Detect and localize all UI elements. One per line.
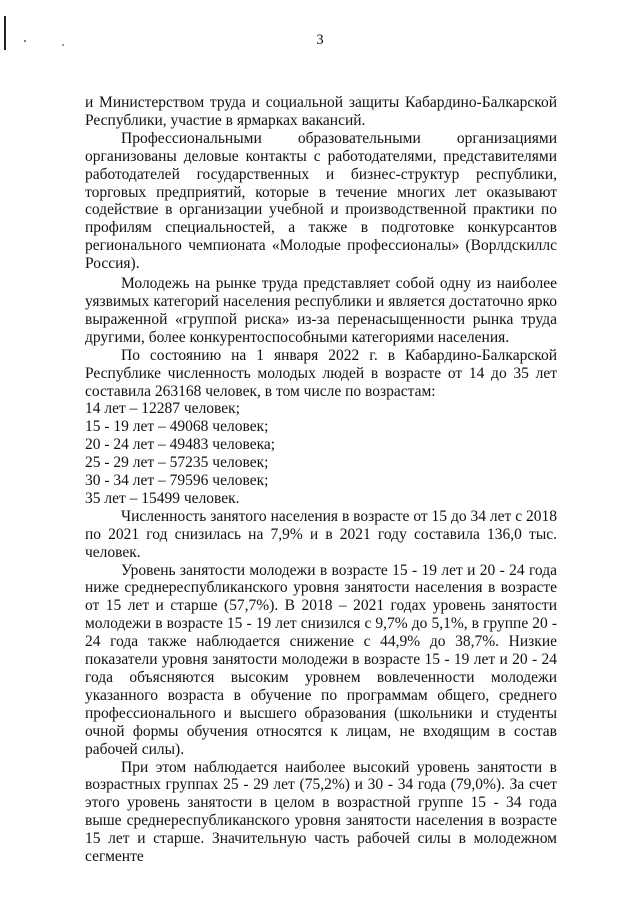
age-list-item: 25 - 29 лет – 57235 человек; — [85, 454, 269, 472]
age-list-item: 30 - 34 лет – 79596 человек; — [85, 472, 269, 490]
age-list-item: 15 - 19 лет – 49068 человек; — [85, 418, 269, 436]
paragraph: При этом наблюдается наиболее высокий уровень занятости в возрастных группах 25 - 29 лет (75,2%) и 30 - 34 года (79,0%). За счет этого уровень занятости в целом в возрастной группе 15 - 34 года выше среднереспубликанского уровня занятости населения в возрасте 15 лет и старше. Значительную часть рабочей силы в молодежном сегменте — [85, 758, 557, 866]
document-body — [85, 94, 557, 866]
age-list-item: 14 лет – 12287 человек; — [85, 400, 240, 418]
paragraph: и Министерством труда и социальной защиты Кабардино-Балкарской Республики, участие в ярмарках вакансий. — [85, 94, 557, 129]
age-list-item: 35 лет – 15499 человек. — [85, 489, 240, 507]
paragraph: Численность занятого населения в возрасте от 15 до 34 лет с 2018 по 2021 год снизилась на 7,9% и в 2021 году составила 136,0 тыс. человек. — [85, 507, 557, 561]
age-list-item: 20 - 24 лет – 49483 человека; — [85, 436, 276, 454]
paragraph: По состоянию на 1 января 2022 г. в Кабардино-Балкарской Республике численность молодых людей в возрасте от 14 до 35 лет составила 263168 человек, в том числе по возрастам: — [85, 346, 557, 400]
paragraph: Профессиональными образовательными организациями организованы деловые контакты с работодателями, представителями работодателей государственных и бизнес-структур республики, торговых предприятий, которые в течение многих лет оказывают содействие в организации учебной и производственной практики по профилям специальностей, а также в подготовке конкурсантов регионального чемпионата «Молодые профессионалы» (Ворлдскиллс Россия). — [85, 129, 557, 273]
page-number: 3 — [316, 32, 324, 48]
paragraph: Уровень занятости молодежи в возрасте 15 - 19 лет и 20 - 24 года ниже среднереспубликанского уровня занятости населения в возрасте от 15 лет и старше (57,7%). В 2018 – 2021 годах уровень занятости молодежи в возрасте 15 - 19 лет снизился с 9,7% до 5,1%, в группе 20 - 24 года также наблюдается снижение с 44,9% до 38,7%. Низкие показатели уровня занятости молодежи в возрасте 15 - 19 лет и 20 - 24 года объясняются высоким уровнем вовлеченности молодежи указанного возраста в обучение по программам общего, среднего профессионального и высшего образования (школьники и студенты очной формы обучения относятся к лицам, не входящим в состав рабочей силы). — [85, 561, 557, 758]
paragraph: Молодежь на рынке труда представляет собой одну из наиболее уязвимых категорий населения республики и является достаточно ярко выраженной «группой риска» из-за перенасыщенности рынка труда другими, более конкурентоспособными категориями населения. — [85, 275, 557, 346]
